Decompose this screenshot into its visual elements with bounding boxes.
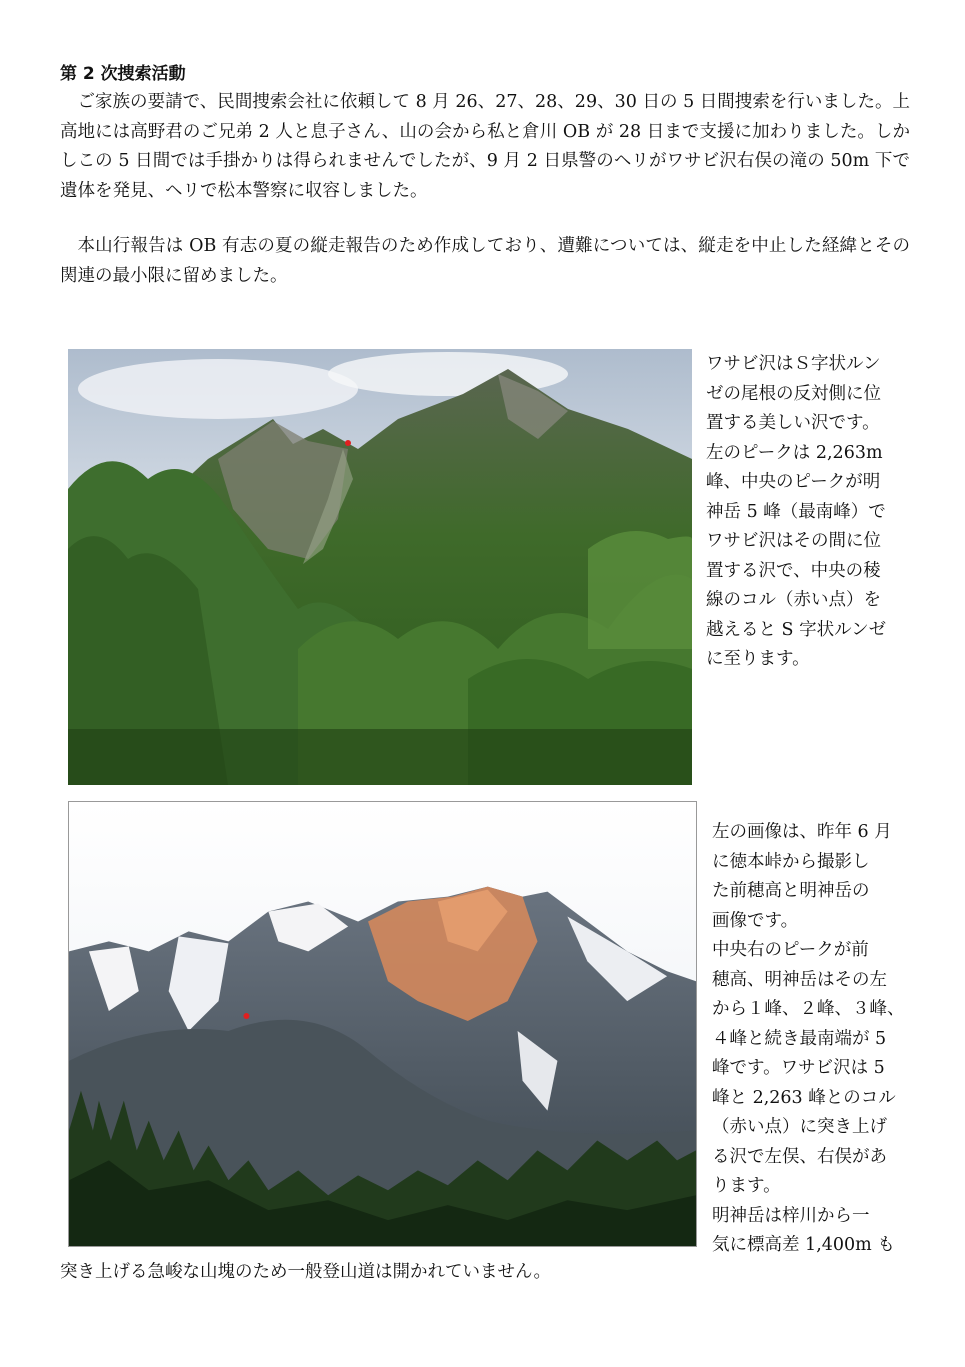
caption-line: 置する沢で、中央の稜	[706, 560, 881, 581]
caption-line: 峰、中央のピークが明	[706, 472, 881, 492]
paragraph-text: ご家族の要請で、民間捜索会社に依頼して 8 月 26、27、28、29、30 日の 5 日間捜索を行いました。上高地には高野君のご兄弟 2 人と息子さん、山の会から私と倉川 OB が 28 日まで支援に加わりました。しかしこの 5 日間では手掛かりは得られませんでしたが、9 月 2 日県警のヘリがワサビ沢右俣の滝の 50m 下で遺体を発見、ヘリで松本警察に収容しました。	[60, 92, 910, 201]
caption-line: ります。	[712, 1176, 781, 1196]
caption-line: 峰と 2,263 峰とのコル	[712, 1087, 896, 1108]
caption-line: 気に標高差 1,400m も	[712, 1235, 895, 1255]
caption-line: た前穂高と明神岳の	[712, 881, 870, 901]
photo-wasabi-valley-summer	[68, 349, 692, 785]
caption-line: に至ります。	[706, 649, 810, 669]
caption-line: に徳本峠から撮影し	[712, 851, 870, 872]
caption-line: から１峰、２峰、３峰、	[712, 999, 905, 1019]
caption-line: 左のピークは 2,263m	[706, 442, 883, 463]
section-heading: 第 2 次捜索活動	[60, 64, 186, 84]
caption-line: 穂高、明神岳はその左	[712, 969, 887, 990]
caption-line: （赤い点）に突き上げ	[712, 1117, 887, 1137]
caption-line: 左の画像は、昨年 6 月	[712, 822, 892, 842]
caption-line: ワサビ沢はＳ字状ルン	[706, 354, 881, 374]
caption-line: 画像です。	[712, 910, 799, 931]
caption-photo2-continuation: 突き上げる急峻な山塊のため一般登山道は開かれていません。	[60, 1262, 552, 1282]
caption-line: 置する美しい沢です。	[706, 413, 880, 433]
caption-line: る沢で左俣、右俣があ	[712, 1146, 887, 1167]
paragraph-text: 本山行報告は OB 有志の夏の縦走報告のため作成しており、遭難については、縦走を中止した経緯とその関連の最小限に留めました。	[60, 236, 910, 286]
caption-line: 峰です。ワサビ沢は 5	[712, 1058, 885, 1078]
caption-line: ワサビ沢はその間に位	[706, 531, 881, 551]
caption-line: 明神岳は梓川から一	[712, 1205, 870, 1226]
caption-line: ４峰と続き最南端が 5	[712, 1028, 887, 1049]
col-marker	[243, 1013, 249, 1019]
col-marker	[345, 440, 351, 446]
caption-line: 神岳 5 峰（最南峰）で	[706, 501, 886, 522]
caption-line: ゼの尾根の反対側に位	[706, 383, 881, 404]
paragraph-search-activity	[60, 88, 910, 206]
caption-line: 線のコル（赤い点）を	[706, 590, 881, 610]
caption-photo2	[712, 818, 905, 1261]
caption-line: 中央右のピークが前	[712, 940, 869, 960]
paragraph-report-note	[60, 232, 910, 291]
caption-line: 越えると S 字状ルンゼ	[706, 619, 887, 640]
photo-maehotaka-myojin-ridge	[68, 801, 697, 1247]
caption-photo1	[706, 350, 886, 675]
